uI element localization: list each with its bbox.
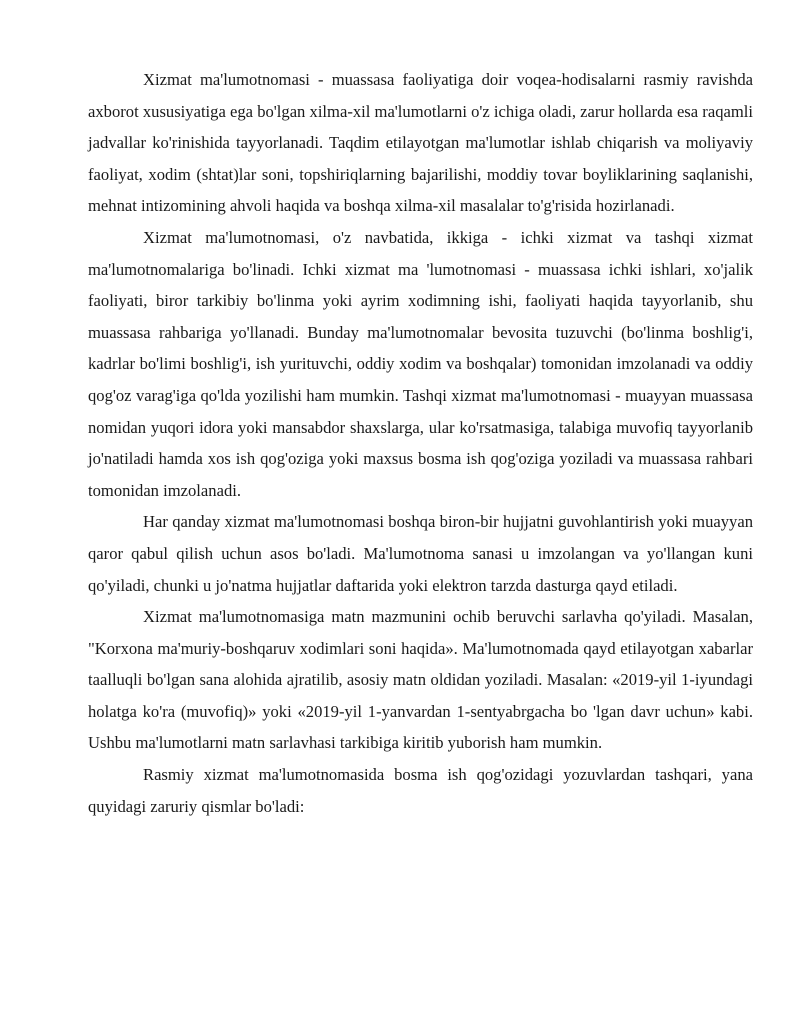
paragraph-2: Xizmat ma'lumotnomasi, o'z navbatida, ikkiga - ichki xizmat va tashqi xizmat ma'lumotnomalariga bo'linadi. Ichki xizmat ma 'lumotnomasi - muassasa ichki ishlari, xo'jalik faoliyati, biror tarkibiy bo'linma yoki ayrim xodimning ishi, faoliyati haqida tayyorlanib, shu muassasa rahbariga yo'llanadi. Bunday ma'lumotnomalar bevosita tuzuvchi (bo'linma boshlig'i, kadrlar bo'limi boshlig'i, ish yurituvchi, oddiy xodim va boshqalar) tomonidan imzolanadi va oddiy qog'oz varag'iga qo'lda yozilishi ham mumkin. Tashqi xizmat ma'lumotnomasi - muayyan muassasa nomidan yuqori idora yoki mansabdor shaxslarga, ular ko'rsatmasiga, talabiga muvofiq tayyorlanib jo'natiladi hamda xos ish qog'oziga yoki maxsus bosma ish qog'oziga yoziladi va muassasa rahbari tomonidan imzolanadi. [88, 227, 753, 500]
paragraph-5: Rasmiy xizmat ma'lumotnomasida bosma ish qog'ozidagi yozuvlardan tashqari, yana quyidagi zaruriy qismlar bo'ladi: [88, 765, 753, 816]
paragraph-1: Xizmat ma'lumotnomasi - muassasa faoliyatiga doir voqea-hodisalarni rasmiy ravishda axborot xususiyatiga ega bo'lgan xilma-xil ma'lumotlarni o'z ichiga oladi, zarur hollarda esa raqamli jadvallar ko'rinishida tayyorlanadi. Taqdim etilayotgan ma'lumotlar ishlab chiqarish va moliyaviy faoliyat, xodim (shtat)lar soni, topshiriqlarning bajarilishi, moddiy tovar boyliklarining saqlanishi, mehnat intizomining ahvoli haqida va boshqa xilma-xil masalalar to'g'risida hozirlanadi. [88, 70, 753, 216]
paragraph-4: Xizmat ma'lumotnomasiga matn mazmunini ochib beruvchi sarlavha qo'yiladi. Masalan, "Korxona ma'muriy-boshqaruv xodimlari soni haqida». Ma'lumotnomada qayd etilayotgan xabarlar taalluqli bo'lgan sana alohida ajratilib, asosiy matn oldidan yoziladi. Masalan: «2019-yil 1-iyundagi holatga ko'ra (muvofiq)» yoki «2019-yil 1-yanvardan 1-sentyabrgacha bo 'lgan davr uchun» kabi. Ushbu ma'lumotlarni matn sarlavhasi tarkibiga kiritib yuborish ham mumkin. [88, 607, 753, 753]
document-page [88, 64, 753, 822]
paragraph-3: Har qanday xizmat ma'lumotnomasi boshqa biron-bir hujjatni guvohlantirish yoki muayyan qaror qabul qilish uchun asos bo'ladi. Ma'lumotnoma sanasi u imzolangan va yo'llangan kuni qo'yiladi, chunki u jo'natma hujjatlar daftarida yoki elektron tarzda dasturga qayd etiladi. [88, 512, 753, 595]
